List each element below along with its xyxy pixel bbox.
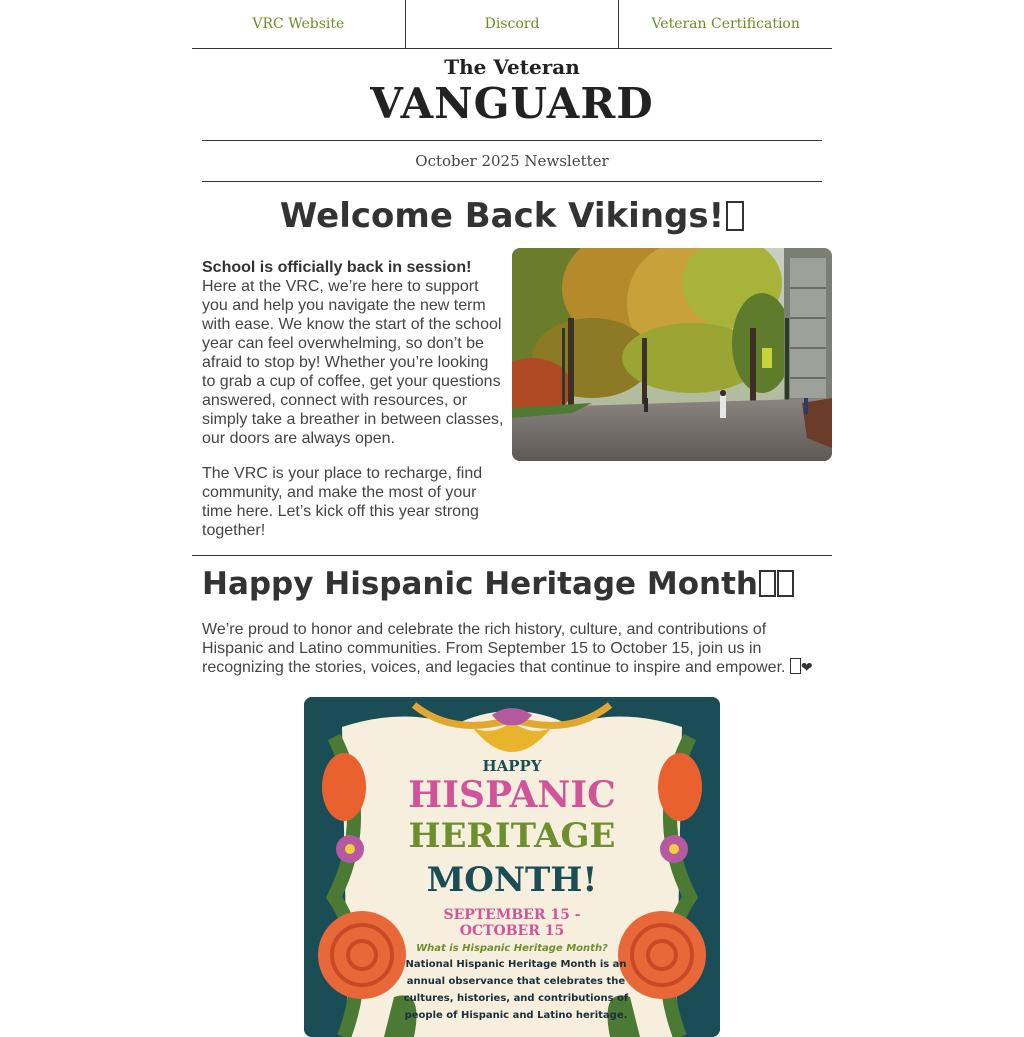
poster-question: What is Hispanic Heritage Month? — [416, 943, 608, 954]
welcome-paragraph-2: The VRC is your place to recharge, find community, and make the most of your time here. Let’s kick off this year strong together! — [202, 465, 483, 539]
heritage-heading — [202, 566, 794, 602]
nav-link-discord[interactable]: Discord — [405, 0, 619, 48]
newsletter — [192, 0, 832, 1021]
top-nav — [192, 0, 832, 49]
poster-dates2: OCTOBER 15 — [459, 923, 565, 939]
missing-emoji-icon — [777, 570, 794, 597]
welcome-heading — [192, 196, 832, 236]
hispanic-heritage-poster — [304, 697, 720, 1037]
poster-line1: HISPANIC — [408, 774, 616, 816]
poster-desc3: cultures, histories, and contributions of — [403, 993, 629, 1004]
missing-emoji-icon — [759, 570, 776, 597]
masthead-subtitle: The Veteran — [444, 55, 580, 79]
masthead — [202, 49, 822, 141]
missing-emoji-icon — [790, 658, 801, 674]
welcome-paragraph-1 — [202, 258, 504, 448]
poster-desc4: people of Hispanic and Latino heritage. — [404, 1010, 628, 1021]
heritage-paragraph — [202, 620, 822, 677]
poster-line3: MONTH! — [426, 860, 598, 900]
heart-icon: ❤ — [800, 659, 813, 675]
welcome-heading-text: Welcome Back Vikings! — [279, 196, 725, 236]
missing-emoji-icon — [726, 201, 744, 231]
welcome-body-1: Here at the VRC, we’re here to support you and help you navigate the new term with ease. We know the start of the school year can feel overwhelming, so don’t be afraid to stop by! Whether you’re looking to grab a cup of coffee, get your questions answered, connect with resources, or simply take a breather in between classes, our doors are always open. — [202, 278, 504, 447]
campus-photo — [512, 248, 832, 461]
poster-happy: HAPPY — [482, 757, 542, 775]
poster-desc2: annual observance that celebrates the — [406, 976, 626, 987]
masthead-title: VANGUARD — [370, 79, 654, 128]
section-divider — [192, 555, 832, 556]
heritage-body: We’re proud to honor and celebrate the rich history, culture, and contributions of Hispanic and Latino communities. From September 15 to October 15, join us in recognizing the stories, voices, and legacies that continue to inspire and empower. — [202, 621, 786, 676]
poster-dates1: SEPTEMBER 15 - — [443, 907, 581, 923]
poster-desc1: National Hispanic Heritage Month is an — [405, 959, 627, 970]
nav-link-vrc-website[interactable]: VRC Website — [252, 16, 345, 32]
issue-label: October 2025 Newsletter — [202, 141, 822, 182]
welcome-text — [202, 258, 504, 556]
heritage-heading-text: Happy Hispanic Heritage Month — [202, 566, 758, 602]
poster-line2: HERITAGE — [408, 816, 616, 856]
welcome-lead: School is officially back in session! — [202, 259, 472, 276]
nav-link-veteran-certification[interactable]: Veteran Certification — [618, 0, 832, 48]
